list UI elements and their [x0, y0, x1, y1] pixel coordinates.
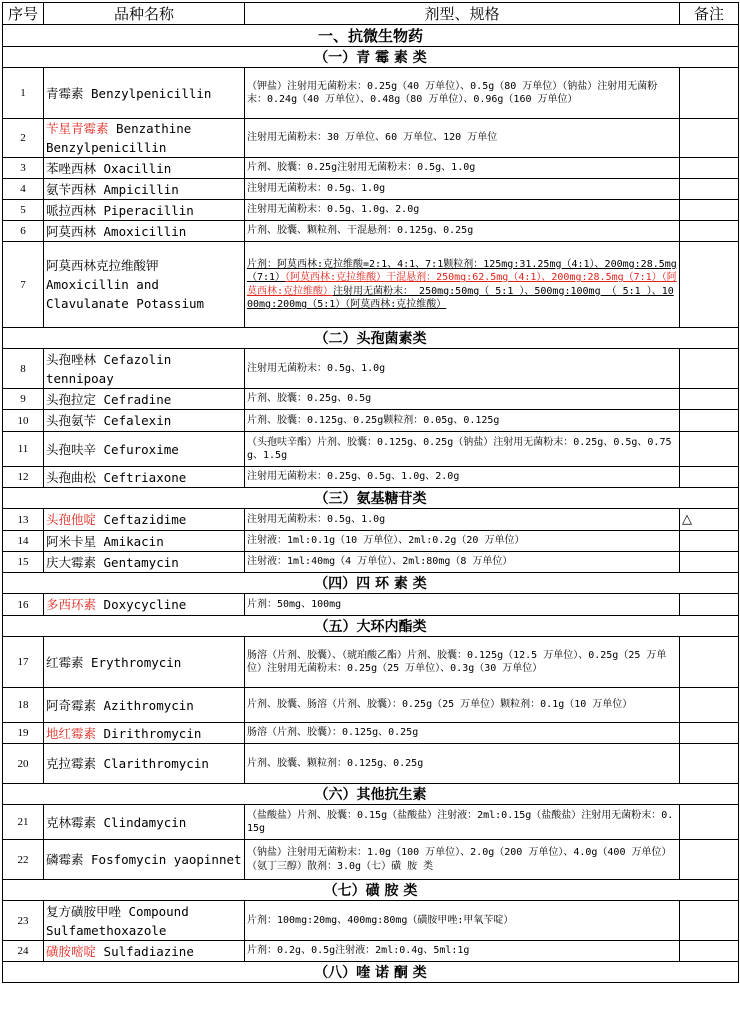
section-title-macrolides: （五）大环内酯类	[3, 616, 739, 637]
row-number: 8	[3, 349, 44, 389]
row-number: 16	[3, 594, 44, 616]
drug-note	[680, 158, 739, 179]
drug-name: 磷霉素 Fosfomycin yaopinnet	[44, 840, 245, 880]
drug-spec: 片剂：0.2g、0.5g注射液：2ml:0.4g、5ml:1g	[245, 941, 680, 962]
row-number: 11	[3, 432, 44, 467]
section-row	[3, 962, 739, 983]
drug-name: 头孢曲松 Ceftriaxone	[44, 467, 245, 488]
drug-spec: 注射用无菌粉末：0.5g、1.0g、2.0g	[245, 200, 680, 221]
row-number: 14	[3, 531, 44, 552]
category-row	[3, 25, 739, 47]
drug-name: 克林霉素 Clindamycin	[44, 805, 245, 840]
row-number: 3	[3, 158, 44, 179]
drug-spec: 注射用无菌粉末：30 万单位、60 万单位、120 万单位	[245, 119, 680, 158]
row-number: 4	[3, 179, 44, 200]
drug-note	[680, 531, 739, 552]
drug-name: 头孢呋辛 Cefuroxime	[44, 432, 245, 467]
drug-spec: 片剂、胶囊：0.25g、0.5g	[245, 389, 680, 410]
table-row	[3, 805, 739, 840]
header-note: 备注	[680, 3, 739, 25]
drug-spec-part: 注射用无菌粉末： 250mg:50mg（ 5:1 ）、500mg:100mg （ 5:1 ）、1000mg:200mg（5:1）（阿莫西林:克拉维酸）	[247, 285, 674, 310]
row-number: 21	[3, 805, 44, 840]
drug-name	[44, 119, 245, 158]
drug-spec: 注射用无菌粉末：0.5g、1.0g	[245, 179, 680, 200]
drug-spec	[245, 242, 680, 328]
table-row	[3, 637, 739, 688]
drug-spec: 片剂、胶囊、颗粒剂：0.125g、0.25g	[245, 744, 680, 784]
drug-name: 头孢氨苄 Cefalexin	[44, 410, 245, 432]
drug-note	[680, 688, 739, 723]
drug-spec: 注射用无菌粉末：0.5g、1.0g	[245, 509, 680, 531]
row-number: 19	[3, 723, 44, 744]
row-number: 22	[3, 840, 44, 880]
drug-spec: 片剂、胶囊、颗粒剂、干混悬剂：0.125g、0.25g	[245, 221, 680, 242]
drug-name: 氨苄西林 Ampicillin	[44, 179, 245, 200]
drug-name: 阿莫西林克拉维酸钾 Amoxicillin and Clavulanate Potassium	[44, 242, 245, 328]
drug-note	[680, 200, 739, 221]
header-name: 品种名称	[44, 3, 245, 25]
section-title-other-antibiotics: （六）其他抗生素	[3, 784, 739, 805]
table-row	[3, 941, 739, 962]
drug-spec: 片剂：100mg:20mg、400mg:80mg（磺胺甲唑:甲氧苄啶）	[245, 901, 680, 941]
drug-note	[680, 941, 739, 962]
table-row	[3, 221, 739, 242]
table-row	[3, 389, 739, 410]
drug-spec: （盐酸盐）片剂、胶囊：0.15g（盐酸盐）注射液：2ml:0.15g（盐酸盐）注射用无菌粉末：0.15g	[245, 805, 680, 840]
table-row	[3, 509, 739, 531]
section-row	[3, 784, 739, 805]
drug-spec: 肠溶（片剂、胶囊）：0.125g、0.25g	[245, 723, 680, 744]
table-row	[3, 158, 739, 179]
drug-name	[44, 723, 245, 744]
table-row	[3, 840, 739, 880]
table-row	[3, 349, 739, 389]
drug-note	[680, 594, 739, 616]
drug-name: 庆大霉素 Gentamycin	[44, 552, 245, 573]
drug-name: 阿莫西林 Amoxicillin	[44, 221, 245, 242]
row-number: 13	[3, 509, 44, 531]
drug-spec: 注射液：1ml:40mg（4 万单位）、2ml:80mg（8 万单位）	[245, 552, 680, 573]
drug-name	[44, 594, 245, 616]
drug-name-highlight: 苄星青霉素	[46, 121, 109, 136]
section-row	[3, 328, 739, 349]
drug-note	[680, 119, 739, 158]
row-number: 17	[3, 637, 44, 688]
drug-spec-part: 片剂：阿莫西林:克拉维酸=2:1、4:1、7:1颗粒剂：125mg:31.25mg（4:1）、200mg:28.5mg（7:1）	[247, 258, 677, 283]
drug-spec-highlight: （阿莫西林:克拉维酸）干混悬剂：250mg:62.5mg（4:1）、200mg:28.5mg（7:1）（阿莫西林:克拉维酸）	[247, 272, 677, 297]
drug-name-english: Dirithromycin	[96, 725, 202, 741]
section-title-cephalosporins: （二）头孢菌素类	[3, 328, 739, 349]
table-row	[3, 901, 739, 941]
drug-note	[680, 242, 739, 328]
section-row	[3, 573, 739, 594]
drug-name: 苯唑西林 Oxacillin	[44, 158, 245, 179]
table-row	[3, 410, 739, 432]
drug-name: 复方磺胺甲唑 Compound Sulfamethoxazole	[44, 901, 245, 941]
section-row	[3, 488, 739, 509]
table-row	[3, 594, 739, 616]
row-number: 5	[3, 200, 44, 221]
section-row	[3, 47, 739, 68]
drug-name: 青霉素 Benzylpenicillin	[44, 68, 245, 119]
drug-spec: （钠盐）注射用无菌粉末：1.0g（100 万单位）、2.0g（200 万单位）、4.0g（400 万单位）（氨丁三醇）散剂：3.0g（七）磺 胺 类	[245, 840, 680, 880]
drug-name-english: Doxycycline	[96, 597, 187, 612]
row-number: 18	[3, 688, 44, 723]
drug-name-highlight: 地红霉素	[46, 725, 97, 741]
table-row	[3, 723, 739, 744]
section-title-aminoglycosides: （三）氨基糖苷类	[3, 488, 739, 509]
drug-name-highlight: 头孢他啶	[46, 512, 97, 527]
table-row	[3, 119, 739, 158]
row-number: 23	[3, 901, 44, 941]
section-title-quinolones: （八）喹 诺 酮 类	[3, 962, 739, 983]
section-row	[3, 616, 739, 637]
drug-note	[680, 221, 739, 242]
drug-note	[680, 637, 739, 688]
section-row	[3, 880, 739, 901]
drug-note	[680, 68, 739, 119]
drug-spec: 片剂、胶囊、肠溶（片剂、胶囊）：0.25g（25 万单位）颗粒剂：0.1g（10 万单位）	[245, 688, 680, 723]
drug-spec: 注射用无菌粉末：0.5g、1.0g	[245, 349, 680, 389]
row-number: 15	[3, 552, 44, 573]
section-title-tetracyclines: （四）四 环 素 类	[3, 573, 739, 594]
row-number: 7	[3, 242, 44, 328]
drug-name-english: Ceftazidime	[96, 512, 187, 527]
drug-note	[680, 467, 739, 488]
drug-name: 哌拉西林 Piperacillin	[44, 200, 245, 221]
header-row	[3, 3, 739, 25]
header-spec: 剂型、规格	[245, 3, 680, 25]
section-title-penicillins: （一）青 霉 素 类	[3, 47, 739, 68]
drug-note	[680, 744, 739, 784]
header-no: 序号	[3, 3, 44, 25]
table-row	[3, 200, 739, 221]
drug-note	[680, 389, 739, 410]
section-title-sulfonamides: （七）磺 胺 类	[3, 880, 739, 901]
drug-spec: 片剂、胶囊：0.25g注射用无菌粉末：0.5g、1.0g	[245, 158, 680, 179]
triangle-icon: △	[680, 509, 739, 531]
drug-note	[680, 432, 739, 467]
row-number: 12	[3, 467, 44, 488]
table-row	[3, 432, 739, 467]
drug-note	[680, 901, 739, 941]
drug-catalog-table	[2, 2, 739, 983]
drug-note	[680, 723, 739, 744]
drug-name: 头孢唑林 Cefazolin tennipoay	[44, 349, 245, 389]
drug-name: 阿奇霉素 Azithromycin	[44, 688, 245, 723]
table-row	[3, 467, 739, 488]
drug-note	[680, 805, 739, 840]
category-title: 一、抗微生物药	[3, 25, 739, 47]
drug-spec: （钾盐）注射用无菌粉末：0.25g（40 万单位）、0.5g（80 万单位）（钠盐）注射用无菌粉末：0.24g（40 万单位）、0.48g（80 万单位）、0.96g（160 万单位）	[245, 68, 680, 119]
drug-name-english: Benzathine Benzylpenicillin	[46, 121, 192, 155]
table-row	[3, 688, 739, 723]
drug-name: 头孢拉定 Cefradine	[44, 389, 245, 410]
drug-note	[680, 349, 739, 389]
drug-name-english: Sulfadiazine	[96, 943, 194, 959]
table-row	[3, 68, 739, 119]
drug-spec: （头孢呋辛酯）片剂、胶囊：0.125g、0.25g（钠盐）注射用无菌粉末：0.25g、0.5g、0.75g、1.5g	[245, 432, 680, 467]
drug-spec: 肠溶（片剂、胶囊）、（琥珀酸乙酯）片剂、胶囊：0.125g（12.5 万单位）、0.25g（25 万单位）注射用无菌粉末：0.25g（25 万单位）、0.3g（30 万单位）	[245, 637, 680, 688]
drug-note	[680, 552, 739, 573]
table-row	[3, 744, 739, 784]
drug-name: 阿米卡星 Amikacin	[44, 531, 245, 552]
drug-name	[44, 509, 245, 531]
drug-note	[680, 410, 739, 432]
drug-note	[680, 840, 739, 880]
drug-spec: 片剂：50mg、100mg	[245, 594, 680, 616]
drug-name: 红霉素 Erythromycin	[44, 637, 245, 688]
row-number: 10	[3, 410, 44, 432]
drug-name	[44, 941, 245, 962]
table-row	[3, 179, 739, 200]
drug-spec: 片剂、胶囊：0.125g、0.25g颗粒剂：0.05g、0.125g	[245, 410, 680, 432]
row-number: 1	[3, 68, 44, 119]
row-number: 6	[3, 221, 44, 242]
table-row	[3, 552, 739, 573]
drug-name: 克拉霉素 Clarithromycin	[44, 744, 245, 784]
table-row	[3, 242, 739, 328]
row-number: 2	[3, 119, 44, 158]
row-number: 24	[3, 941, 44, 962]
drug-note	[680, 179, 739, 200]
row-number: 20	[3, 744, 44, 784]
table-row	[3, 531, 739, 552]
drug-spec: 注射液：1ml:0.1g（10 万单位）、2ml:0.2g（20 万单位）	[245, 531, 680, 552]
drug-spec: 注射用无菌粉末：0.25g、0.5g、1.0g、2.0g	[245, 467, 680, 488]
row-number: 9	[3, 389, 44, 410]
drug-name-highlight: 多西环素	[46, 597, 97, 612]
drug-name-highlight: 磺胺嘧啶	[46, 943, 97, 959]
